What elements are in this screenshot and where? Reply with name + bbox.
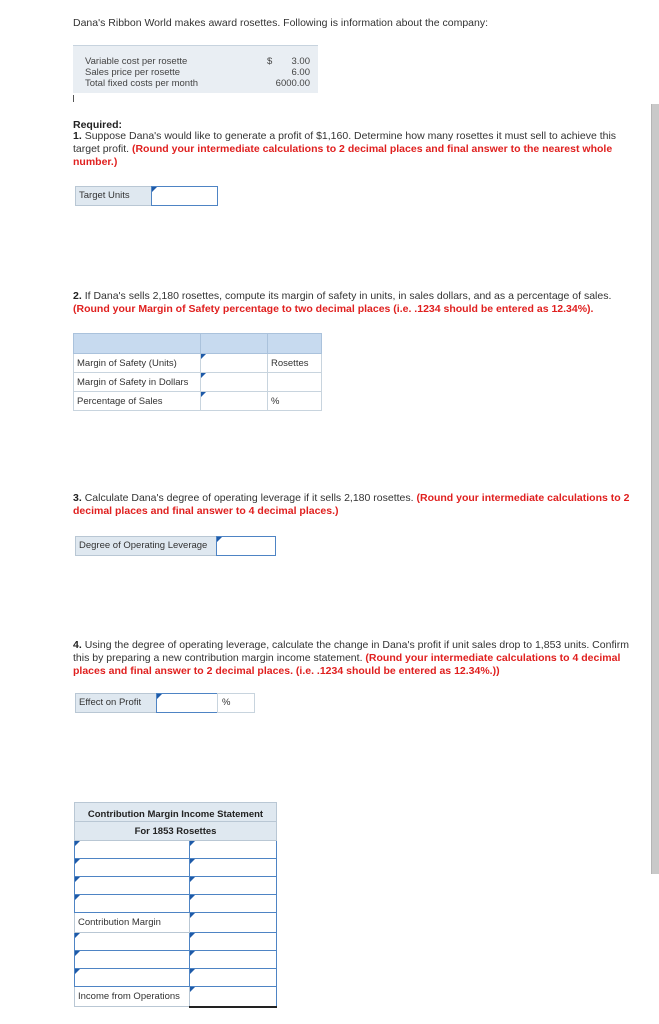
- target-units-label: Target Units: [75, 186, 152, 206]
- cm-row-2-label-input[interactable]: [75, 859, 190, 877]
- income-from-operations-label: Income from Operations: [75, 987, 190, 1007]
- info-value-sales-price: 6.00: [291, 67, 310, 78]
- table-row: [75, 859, 277, 877]
- mos-dollars-label: Margin of Safety in Dollars: [74, 373, 201, 392]
- effect-on-profit-unit: %: [217, 693, 255, 713]
- question-2-text: If Dana's sells 2,180 rosettes, compute its margin of safety in units, in sales dollars, and as a percentage of sales.: [84, 290, 612, 302]
- table-row: [75, 841, 277, 859]
- question-4-number: 4.: [73, 639, 82, 651]
- info-label-variable-cost: Variable cost per rosette: [85, 56, 188, 67]
- question-4-text: Using the degree of operating leverage, calculate the change in Dana's profit if unit sales drop to 1,853 units. Confirm this by preparing a new contribution margin income statement.: [73, 639, 629, 664]
- info-label-fixed-costs: Total fixed costs per month: [85, 78, 198, 89]
- table-row: [74, 373, 322, 392]
- table-row: [75, 969, 277, 987]
- vertical-scrollbar[interactable]: [651, 104, 659, 874]
- divider-tick: [73, 95, 74, 102]
- mos-units-input[interactable]: [201, 354, 268, 373]
- cm-statement-title: Contribution Margin Income Statement: [75, 803, 277, 822]
- question-3: [73, 492, 633, 518]
- dol-input[interactable]: [216, 536, 276, 556]
- cm-row-8-label-input[interactable]: [75, 969, 190, 987]
- mos-units-label: Margin of Safety (Units): [74, 354, 201, 373]
- intro-text: Dana's Ribbon World makes award rosettes. Following is information about the company:: [73, 17, 489, 29]
- mos-dollars-input[interactable]: [201, 373, 268, 392]
- info-dollar-sign: $: [267, 56, 273, 67]
- question-2-number: 2.: [73, 290, 82, 302]
- cm-row-7-amount-input[interactable]: [190, 951, 277, 969]
- question-4-instruction: (Round your intermediate calculations to 4 decimal places and final answer to 2 decimal places. (i.e. .1234 should be entered as 12.34%.)): [73, 652, 621, 677]
- question-1-instruction: (Round your intermediate calculations to 2 decimal places and final answer to the nearest whole number.): [73, 143, 613, 168]
- mos-percent-input[interactable]: [201, 392, 268, 411]
- contribution-margin-input[interactable]: [190, 913, 277, 933]
- table-row: [75, 933, 277, 951]
- cm-row-4-amount-input[interactable]: [190, 895, 277, 913]
- question-4: [73, 639, 633, 678]
- table-row: [75, 913, 277, 933]
- table-row: [75, 951, 277, 969]
- mos-units-unit: Rosettes: [268, 354, 322, 373]
- question-1-text: Suppose Dana's would like to generate a profit of $1,160. Determine how many rosettes it must sell to achieve this target profit.: [73, 130, 617, 155]
- cm-row-7-label-input[interactable]: [75, 951, 190, 969]
- contribution-margin-label: Contribution Margin: [75, 913, 190, 933]
- question-3-number: 3.: [73, 492, 82, 504]
- cm-row-3-amount-input[interactable]: [190, 877, 277, 895]
- question-3-text: Calculate Dana's degree of operating leverage if it sells 2,180 rosettes.: [84, 492, 414, 504]
- cm-row-1-amount-input[interactable]: [190, 841, 277, 859]
- effect-on-profit-label: Effect on Profit: [75, 693, 157, 713]
- effect-on-profit-input[interactable]: [156, 693, 218, 713]
- mos-dollars-unit: [268, 373, 322, 392]
- question-1-number: 1.: [73, 130, 82, 142]
- table-row: [75, 803, 277, 822]
- table-row: [74, 392, 322, 411]
- header-cell: [201, 334, 268, 354]
- target-units-input[interactable]: [151, 186, 218, 206]
- question-1: [73, 130, 633, 169]
- table-row: [75, 987, 277, 1007]
- question-3-instruction: (Round your intermediate calculations to 2 decimal places and final answer to 4 decimal places.): [73, 492, 630, 517]
- income-from-operations-input[interactable]: [190, 987, 277, 1007]
- info-value-variable-cost: 3.00: [291, 56, 310, 67]
- cm-row-4-label-input[interactable]: [75, 895, 190, 913]
- cm-row-6-label-input[interactable]: [75, 933, 190, 951]
- margin-of-safety-table: [73, 333, 322, 411]
- mos-percent-label: Percentage of Sales: [74, 392, 201, 411]
- cm-row-6-amount-input[interactable]: [190, 933, 277, 951]
- company-info-box: [73, 45, 318, 93]
- cm-row-8-amount-input[interactable]: [190, 969, 277, 987]
- table-row: [75, 877, 277, 895]
- cm-income-statement: [74, 802, 277, 1008]
- question-2: [73, 290, 633, 316]
- header-cell: [74, 334, 201, 354]
- table-row: [75, 895, 277, 913]
- info-label-sales-price: Sales price per rosette: [85, 67, 181, 78]
- cm-statement-subtitle: For 1853 Rosettes: [75, 822, 277, 841]
- mos-percent-unit: %: [268, 392, 322, 411]
- cm-row-1-label-input[interactable]: [75, 841, 190, 859]
- cm-row-3-label-input[interactable]: [75, 877, 190, 895]
- header-cell: [268, 334, 322, 354]
- table-row: [74, 354, 322, 373]
- required-heading: Required:: [73, 119, 123, 131]
- table-header-row: [74, 334, 322, 354]
- question-2-instruction: (Round your Margin of Safety percentage to two decimal places (i.e. .1234 should be entered as 12.34%).: [73, 303, 594, 315]
- table-row: [75, 822, 277, 841]
- cm-row-2-amount-input[interactable]: [190, 859, 277, 877]
- dol-label: Degree of Operating Leverage: [75, 536, 217, 556]
- info-value-fixed-costs: 6000.00: [275, 78, 310, 89]
